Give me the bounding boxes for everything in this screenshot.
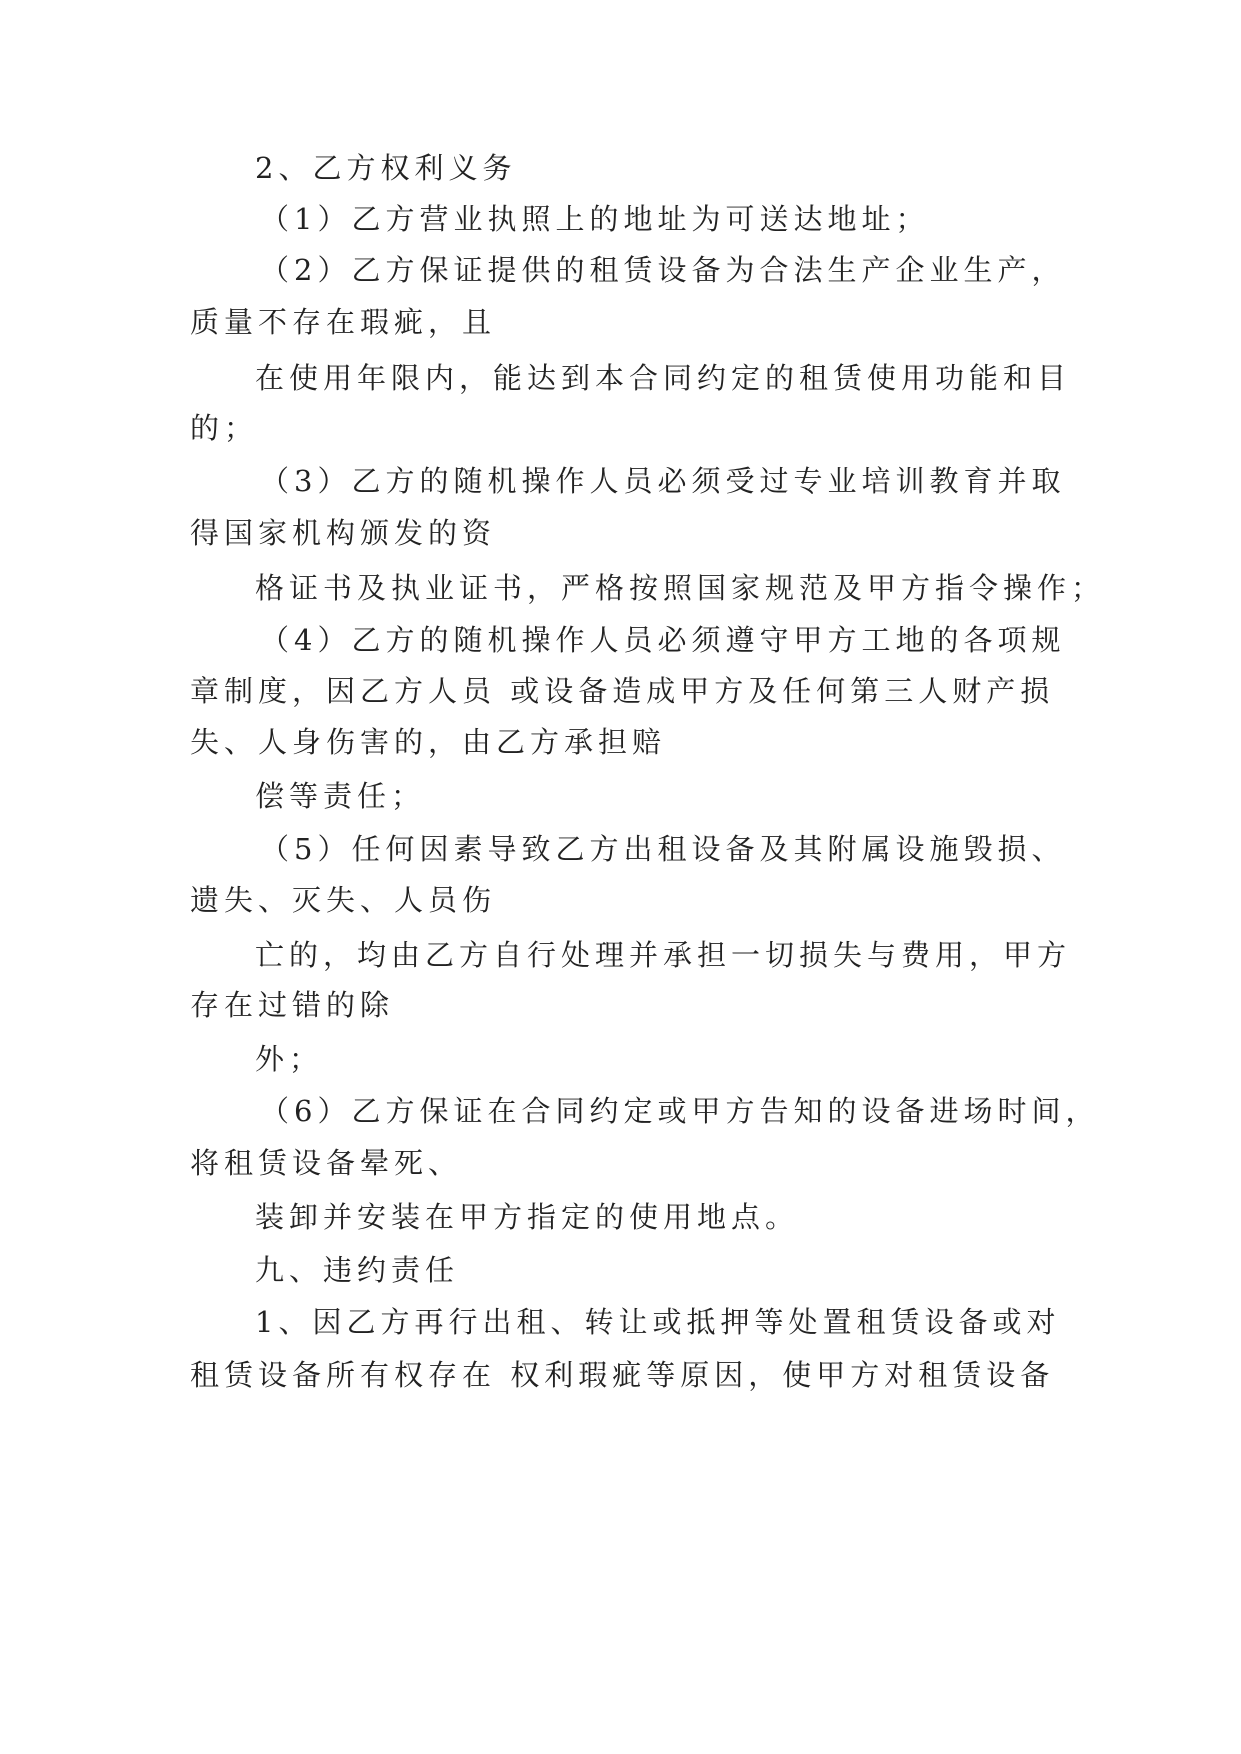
section-heading-breach-liability: 九、违约责任 xyxy=(255,1253,460,1287)
paragraph-line: （6）乙方保证在合同约定或甲方告知的设备进场时间， xyxy=(260,1094,1100,1128)
paragraph-line: 得国家机构颁发的资 xyxy=(190,516,497,550)
paragraph-line: 在使用年限内，能达到本合同约定的租赁使用功能和目 xyxy=(255,361,1072,395)
paragraph-line: 租赁设备所有权存在 权利瑕疵等原因，使甲方对租赁设备 xyxy=(190,1358,1055,1392)
paragraph-line: 1、因乙方再行出租、转让或抵押等处置租赁设备或对 xyxy=(255,1305,1061,1339)
paragraph-line: 遗失、灭失、人员伤 xyxy=(190,883,497,917)
paragraph-line: 偿等责任； xyxy=(255,779,426,813)
paragraph-line: 亡的，均由乙方自行处理并承担一切损失与费用，甲方 xyxy=(255,938,1072,972)
paragraph-line: 章制度，因乙方人员 或设备造成甲方及任何第三人财产损 xyxy=(190,674,1055,708)
paragraph-line: （3）乙方的随机操作人员必须受过专业培训教育并取 xyxy=(260,464,1066,498)
paragraph-line: （2）乙方保证提供的租赁设备为合法生产企业生产， xyxy=(260,253,1066,287)
paragraph-line: 外； xyxy=(255,1042,324,1076)
paragraph-line: 装卸并安装在甲方指定的使用地点。 xyxy=(255,1200,800,1234)
paragraph-line: 失、人身伤害的，由乙方承担赔 xyxy=(190,725,667,759)
paragraph-line: （5）任何因素导致乙方出租设备及其附属设施毁损、 xyxy=(260,832,1066,866)
section-heading-party-b-rights: 2、乙方权利义务 xyxy=(255,151,517,185)
paragraph-line: 存在过错的除 xyxy=(190,988,395,1022)
paragraph-line: 格证书及执业证书，严格按照国家规范及甲方指令操作； xyxy=(255,571,1106,605)
paragraph-line: 的； xyxy=(190,411,259,445)
paragraph-line: 质量不存在瑕疵，且 xyxy=(190,305,497,339)
paragraph-line: （1）乙方营业执照上的地址为可送达地址； xyxy=(260,202,930,236)
paragraph-line: （4）乙方的随机操作人员必须遵守甲方工地的各项规 xyxy=(260,623,1066,657)
paragraph-line: 将租赁设备晕死、 xyxy=(190,1146,463,1180)
